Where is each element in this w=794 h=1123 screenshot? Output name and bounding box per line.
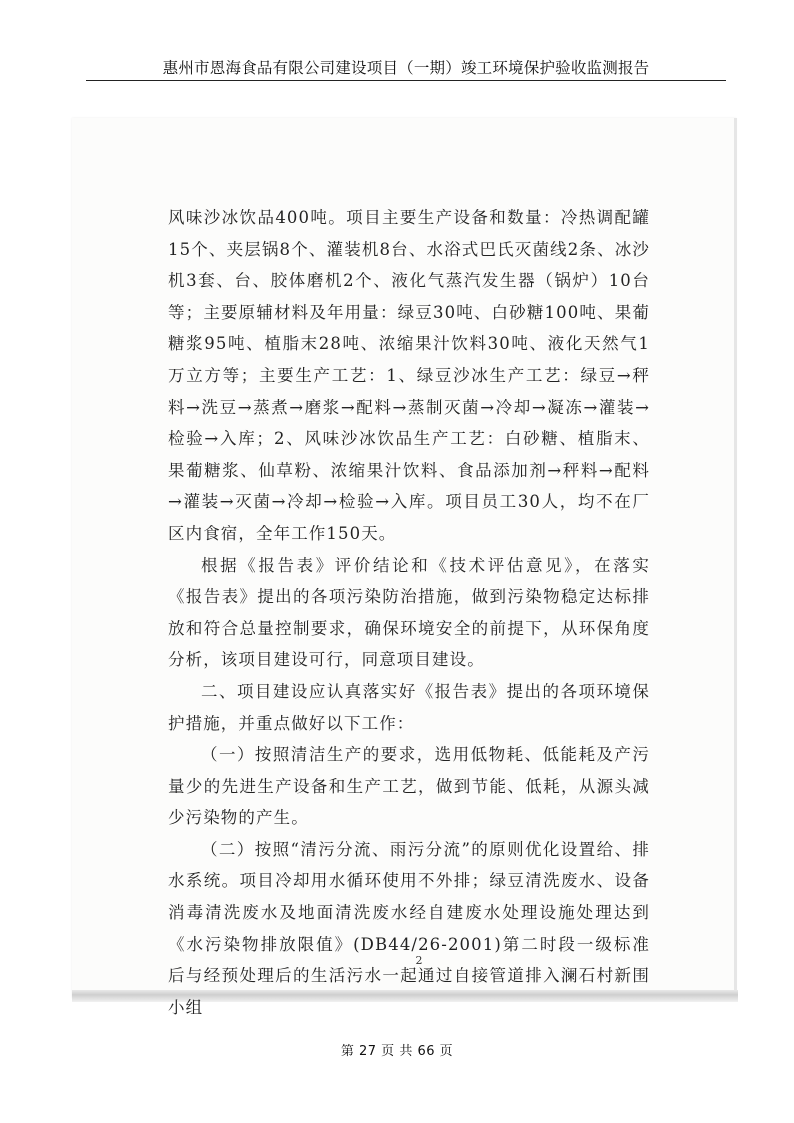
paragraph-4: （一）按照清洁生产的要求，选用低物耗、低能耗及产污量少的先进生产设备和生产工艺，做到节能、低耗，从源头减少污染物的产生。 xyxy=(168,745,650,828)
page-footer: 第 27 页 共 66 页 xyxy=(340,1044,454,1059)
paragraph-2: 根据《报告表》评价结论和《技术评估意见》，在落实《报告表》提出的各项污染防治措施，做到污染物稳定达标排放和符合总量控制要求，确保环境安全的前提下，从环保角度分析，该项目建设可行，同意项目建设。 xyxy=(168,555,650,670)
scan-page-number: 2 xyxy=(415,954,423,967)
scanned-body-text xyxy=(168,202,650,1023)
scan-right-edge xyxy=(734,118,737,998)
header-divider xyxy=(86,80,726,81)
paragraph-5: （二）按照“清污分流、雨污分流”的原则优化设置给、排水系统。项目冷却用水循环使用不外排；绿豆清洗废水、设备消毒清洗废水及地面清洗废水经自建废水处理设施处理达到《水污染物排放限值》(DB44/26-2001)第二时段一级标准后与经预处理后的生活污水一起通过自接管道排入澜石村新围小组 xyxy=(168,839,650,1017)
paragraph-1: 风味沙冰饮品400吨。项目主要生产设备和数量：冷热调配罐15个、夹层锅8个、灌装机8台、水浴式巴氏灭菌线2条、冰沙机3套、台、胶体磨机2个、液化气蒸汽发生器（锅炉）10台等；主要原辅材料及年用量：绿豆30吨、白砂糖100吨、果葡糖浆95吨、植脂末28吨、浓缩果汁饮料30吨、液化天然气1万立方等；主要生产工艺：1、绿豆沙冰生产工艺：绿豆→秤料→洗豆→蒸煮→磨浆→配料→蒸制灭菌→冷却→凝冻→灌装→检验→入库；2、风味沙冰饮品生产工艺：白砂糖、植脂末、果葡糖浆、仙草粉、浓缩果汁饮料、食品添加剂→秤料→配料→灌装→灭菌→冷却→检验→入库。项目员工30人，均不在厂区内食宿，全年工作150天。 xyxy=(168,208,650,543)
report-header-title: 惠州市恩海食品有限公司建设项目（一期）竣工环境保护验收监测报告 xyxy=(162,59,650,77)
paragraph-3: 二、项目建设应认真落实好《报告表》提出的各项环境保护措施，并重点做好以下工作： xyxy=(168,681,650,733)
